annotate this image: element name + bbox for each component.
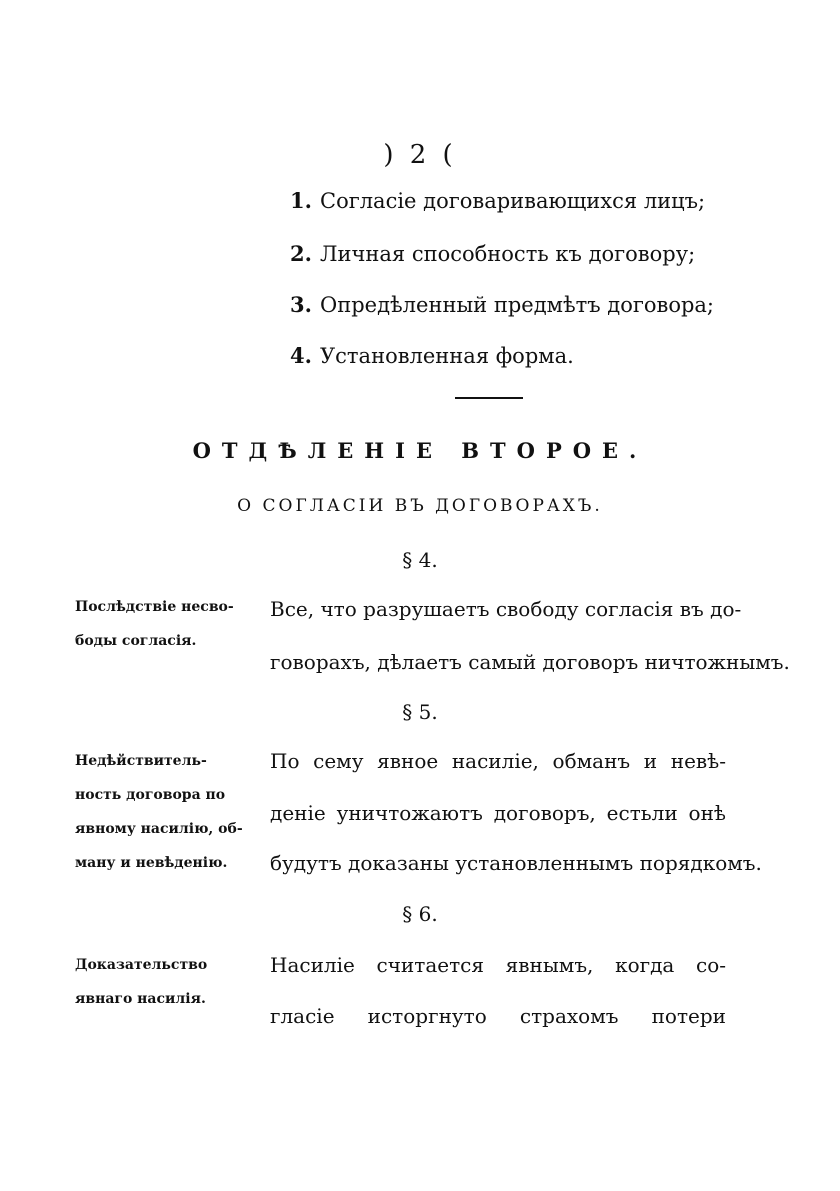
body-line: деніе уничтожаютъ договоръ, естьли онѣ: [270, 801, 726, 825]
list-item-number: 2.: [290, 241, 312, 266]
margin-note-line: Доказательство: [75, 957, 208, 973]
margin-note-line: Послѣдствіе несво-: [75, 599, 234, 615]
margin-note: [75, 597, 255, 652]
margin-note: [75, 751, 255, 874]
list-item-text: Опредѣленный предмѣтъ договора;: [320, 293, 714, 317]
body-line: говорахъ, дѣлаетъ самый договоръ ничтожнымъ.: [270, 650, 790, 674]
page-number: ) 2 (: [383, 140, 457, 170]
margin-note-line: явнаго насилія.: [75, 991, 206, 1007]
list-item-text: Согласіе договаривающихся лицъ;: [320, 189, 706, 213]
paragraph-sign: § 4.: [402, 548, 438, 572]
body-line: Насиліе считается явнымъ, когда со-: [270, 953, 726, 977]
margin-note: [75, 955, 255, 1010]
list-item: [290, 188, 705, 213]
paragraph-sign: § 6.: [402, 902, 438, 926]
margin-note-line: явному насилію, об-: [75, 821, 243, 837]
margin-note-line: ману и невѣденію.: [75, 855, 228, 871]
list-item-number: 1.: [290, 188, 312, 213]
list-item-text: Личная способность къ договору;: [320, 242, 696, 266]
body-line: гласіе исторгнуто страхомъ потери: [270, 1004, 726, 1028]
list-item-number: 4.: [290, 343, 312, 368]
list-item-number: 3.: [290, 292, 312, 317]
body-line: По сему явное насиліе, обманъ и невѣ-: [270, 749, 726, 773]
margin-note-line: боды согласія.: [75, 633, 197, 649]
margin-note-line: Недѣйствитель-: [75, 753, 207, 769]
body-line: будутъ доказаны установленнымъ порядкомъ.: [270, 851, 762, 875]
list-item: [290, 343, 574, 368]
divider-rule: [455, 397, 523, 399]
paragraph-sign: § 5.: [402, 700, 438, 724]
list-item: [290, 292, 714, 317]
list-item-text: Установленная форма.: [320, 344, 574, 368]
section-subtitle: О СОГЛАСІИ ВЪ ДОГОВОРАХЪ.: [237, 496, 603, 516]
margin-note-line: ность договора по: [75, 787, 226, 803]
body-line: Все, что разрушаетъ свободу согласія въ до-: [270, 597, 742, 621]
section-title: ОТДѢЛЕНІЕ ВТОРОЕ.: [192, 438, 648, 463]
list-item: [290, 241, 695, 266]
